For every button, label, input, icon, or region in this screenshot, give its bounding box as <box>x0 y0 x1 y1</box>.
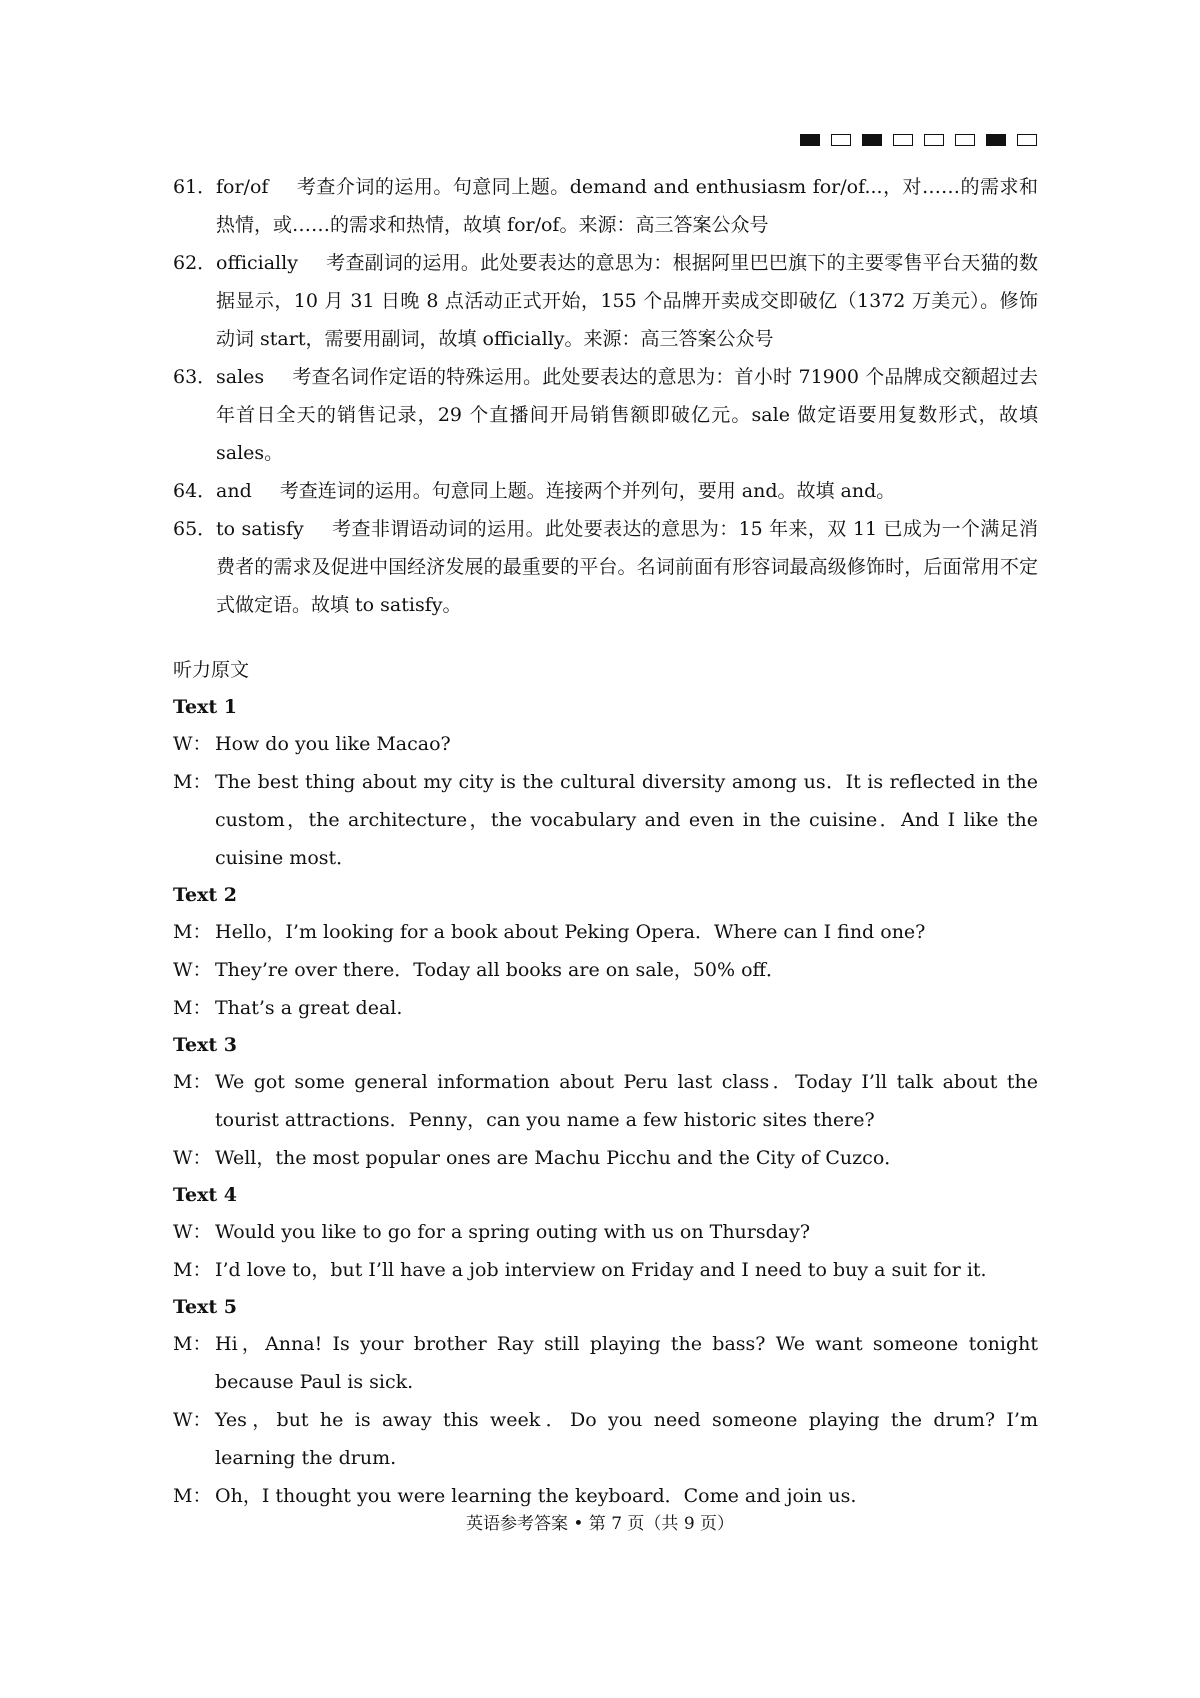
dialogue-line <box>173 1139 1038 1177</box>
dialogue-line <box>173 725 1038 763</box>
speaker-label: M： <box>173 771 212 793</box>
speaker-label: W： <box>173 1221 212 1243</box>
dialogue-text: How do you like Macao? <box>215 733 451 755</box>
answer-item <box>173 358 1038 472</box>
speaker-label: M： <box>173 921 212 943</box>
page-footer: 英语参考答案 • 第 7 页（共 9 页） <box>465 1514 735 1534</box>
header-mark-filled <box>862 134 882 146</box>
text-heading: Text 2 <box>173 884 237 906</box>
header-mark-filled <box>800 134 820 146</box>
dialogue-text: Well，the most popular ones are Machu Picchu and the City of Cuzco． <box>215 1147 904 1169</box>
answer-word: to satisfy <box>216 518 304 540</box>
speaker-label: W： <box>173 733 212 755</box>
answer-body <box>216 244 1038 358</box>
dialogue-text: They’re over there．Today all books are on sale，50% off． <box>215 959 786 981</box>
speaker-label: M： <box>173 997 212 1019</box>
dialogue-text: Hello，I’m looking for a book about Peking Opera．Where can I find one? <box>215 921 926 943</box>
dialogue-text: I’d love to，but I’ll have a job interview on Friday and I need to buy a suit for it. <box>215 1259 987 1281</box>
dialogue-line <box>173 951 1038 989</box>
dialogue-line <box>173 1401 1038 1477</box>
header-mark-empty <box>893 134 913 146</box>
answer-item <box>173 510 1038 624</box>
answer-explanation: 考查非谓语动词的运用。此处要表达的意思为：15 年来，双 11 已成为一个满足消费者的需求及促进中国经济发展的最重要的平台。名词前面有形容词最高级修饰时，后面常用不定式做定语。故填 to satisfy。 <box>216 518 1038 616</box>
dialogue-text: Would you like to go for a spring outing with us on Thursday? <box>215 1221 811 1243</box>
speaker-label: W： <box>173 1409 212 1431</box>
answer-body <box>216 510 1038 624</box>
answer-item <box>173 472 1038 510</box>
answer-word: and <box>216 480 252 502</box>
answer-word: sales <box>216 366 265 388</box>
text-heading: Text 3 <box>173 1034 237 1056</box>
answer-item <box>173 168 1038 244</box>
dialogue-line <box>173 1213 1038 1251</box>
answer-body <box>216 168 1038 244</box>
text-heading: Text 1 <box>173 696 237 718</box>
dialogue-text: That’s a great deal. <box>215 997 403 1019</box>
speaker-label: W： <box>173 1147 212 1169</box>
answer-explanation: 考查介词的运用。句意同上题。demand and enthusiasm for/of...，对……的需求和热情，或……的需求和热情，故填 for/of。来源：高三答案公众号 <box>216 176 1038 236</box>
speaker-label: M： <box>173 1333 212 1355</box>
header-marks <box>800 134 1037 146</box>
speaker-label: M： <box>173 1071 212 1093</box>
dialogue-line <box>173 1325 1038 1401</box>
answer-body <box>216 358 1038 472</box>
header-mark-empty <box>955 134 975 146</box>
dialogue-text: The best thing about my city is the cultural diversity among us．It is reflected in the custom，the architecture，the vocabulary and even in the cuisine．And I like the cuisine most． <box>215 771 1038 869</box>
header-mark-filled <box>986 134 1006 146</box>
answer-word: officially <box>216 252 298 274</box>
dialogue-line <box>173 989 1038 1027</box>
text-heading: Text 5 <box>173 1296 237 1318</box>
text-heading: Text 4 <box>173 1184 237 1206</box>
answer-number: 63． <box>173 366 217 388</box>
dialogue-line <box>173 1251 1038 1289</box>
answer-number: 64． <box>173 480 217 502</box>
answer-explanation: 考查副词的运用。此处要表达的意思为：根据阿里巴巴旗下的主要零售平台天猫的数据显示，10 月 31 日晚 8 点活动正式开始，155 个品牌开卖成交即破亿（1372 万美元）。修饰动词 start，需要用副词，故填 officially。来源：高三答案公众号 <box>216 252 1038 350</box>
dialogue-text: Hi，Anna! Is your brother Ray still playing the bass? We want someone tonight because Paul is sick. <box>215 1333 1038 1393</box>
answer-word: for/of <box>216 176 269 198</box>
speaker-label: M： <box>173 1259 212 1281</box>
dialogue-text: Oh，I thought you were learning the keyboard．Come and join us. <box>215 1485 857 1507</box>
dialogue-line <box>173 763 1038 877</box>
answer-body <box>216 472 1038 510</box>
dialogue-text: Yes，but he is away this week．Do you need someone playing the drum? I’m learning the drum. <box>215 1409 1038 1469</box>
dialogue-text: We got some general information about Peru last class．Today I’ll talk about the tourist attractions．Penny，can you name a few historic sites there? <box>215 1071 1038 1131</box>
listening-section-title: 听力原文 <box>173 659 250 681</box>
page-content <box>173 168 1038 1515</box>
answer-explanation: 考查连词的运用。句意同上题。连接两个并列句，要用 and。故填 and。 <box>279 480 896 502</box>
header-mark-empty <box>924 134 944 146</box>
dialogue-line <box>173 913 1038 951</box>
header-mark-empty <box>1017 134 1037 146</box>
answer-number: 62． <box>173 252 217 274</box>
speaker-label: M： <box>173 1485 212 1507</box>
answer-explanation: 考查名词作定语的特殊运用。此处要表达的意思为：首小时 71900 个品牌成交额超过去年首日全天的销售记录，29 个直播间开局销售额即破亿元。sale 做定语要用复数形式，故填 sales。 <box>216 366 1038 464</box>
speaker-label: W： <box>173 959 212 981</box>
answer-item <box>173 244 1038 358</box>
header-mark-empty <box>831 134 851 146</box>
dialogue-line <box>173 1063 1038 1139</box>
answer-number: 61． <box>173 176 217 198</box>
answer-number: 65． <box>173 518 217 540</box>
